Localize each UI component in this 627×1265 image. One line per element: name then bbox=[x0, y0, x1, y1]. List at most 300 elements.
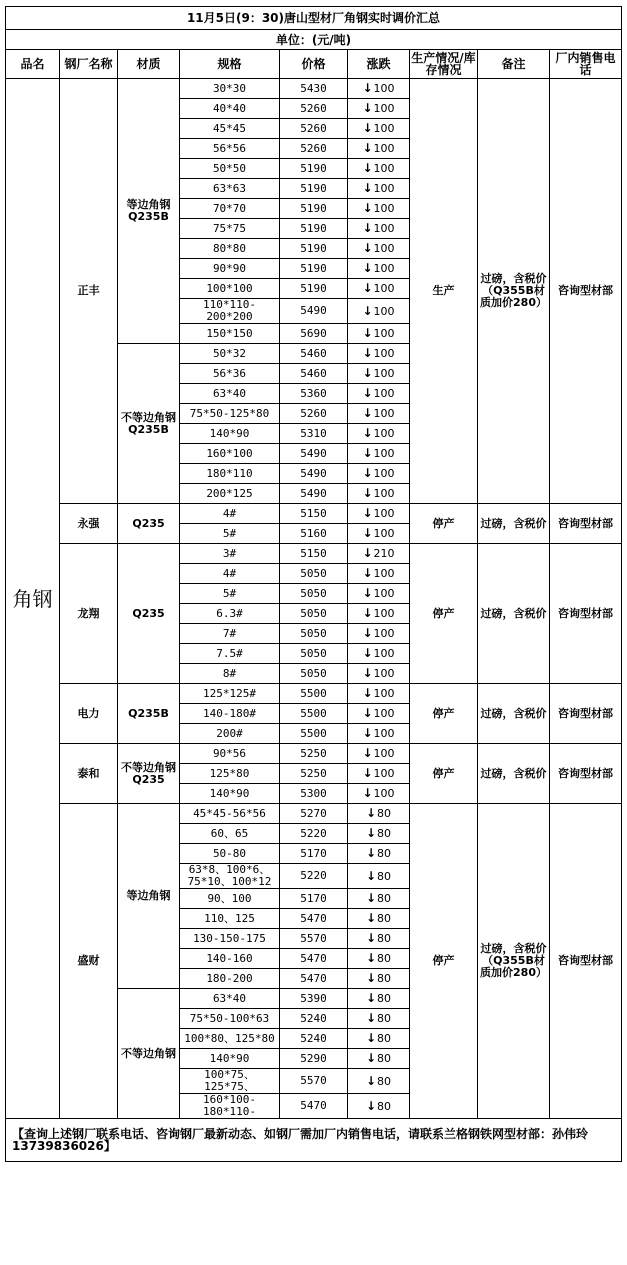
change-value: 100 bbox=[373, 222, 395, 235]
down-arrow-icon: ↓ bbox=[362, 526, 373, 540]
spec-cell: 56*36 bbox=[180, 364, 280, 384]
change-value: 80 bbox=[377, 952, 392, 965]
change-value: 80 bbox=[377, 869, 392, 883]
mill-name-cell: 正丰 bbox=[60, 79, 118, 504]
table-row bbox=[6, 79, 622, 99]
spec-cell: 110*110-200*200 bbox=[180, 299, 280, 324]
price-cell: 5050 bbox=[280, 564, 348, 584]
change-cell bbox=[348, 364, 410, 384]
change-cell bbox=[348, 604, 410, 624]
note-cell: 过磅，含税价 bbox=[478, 744, 550, 804]
change-cell bbox=[348, 544, 410, 564]
change-cell bbox=[348, 259, 410, 279]
change-value: 100 bbox=[373, 122, 395, 135]
change-cell bbox=[348, 1009, 410, 1029]
price-cell: 5690 bbox=[280, 324, 348, 344]
down-arrow-icon: ↓ bbox=[365, 891, 377, 905]
change-cell bbox=[348, 704, 410, 724]
price-cell: 5190 bbox=[280, 199, 348, 219]
price-cell: 5250 bbox=[280, 764, 348, 784]
down-arrow-icon: ↓ bbox=[362, 606, 373, 620]
change-cell bbox=[348, 239, 410, 259]
spec-cell: 7.5# bbox=[180, 644, 280, 664]
material-cell: 等边角钢Q235B bbox=[118, 79, 180, 344]
unit-label: 单位：(元/吨) bbox=[6, 30, 622, 50]
change-cell bbox=[348, 929, 410, 949]
down-arrow-icon: ↓ bbox=[362, 201, 373, 215]
header-mill: 钢厂名称 bbox=[60, 50, 118, 79]
status-cell: 停产 bbox=[410, 544, 478, 684]
spec-cell: 110、125 bbox=[180, 909, 280, 929]
spec-cell: 140*90 bbox=[180, 1049, 280, 1069]
change-value: 100 bbox=[373, 304, 395, 318]
spec-cell: 140*90 bbox=[180, 784, 280, 804]
material-cell: 不等边角钢 bbox=[118, 989, 180, 1119]
price-cell: 5570 bbox=[280, 1069, 348, 1094]
change-value: 80 bbox=[377, 1052, 392, 1065]
change-value: 100 bbox=[373, 387, 395, 400]
table-row bbox=[6, 684, 622, 704]
change-cell bbox=[348, 119, 410, 139]
status-cell: 停产 bbox=[410, 804, 478, 1119]
price-cell: 5220 bbox=[280, 864, 348, 889]
category-cell: 角钢 bbox=[6, 79, 60, 1119]
price-cell: 5150 bbox=[280, 544, 348, 564]
down-arrow-icon: ↓ bbox=[362, 281, 373, 295]
material-cell: 不等边角钢Q235B bbox=[118, 344, 180, 504]
change-cell bbox=[348, 889, 410, 909]
spec-cell: 100*75、125*75、 bbox=[180, 1069, 280, 1094]
down-arrow-icon: ↓ bbox=[365, 951, 377, 965]
price-cell: 5170 bbox=[280, 844, 348, 864]
spec-cell: 160*100-180*110- bbox=[180, 1094, 280, 1119]
change-value: 100 bbox=[373, 627, 395, 640]
price-cell: 5570 bbox=[280, 929, 348, 949]
spec-cell: 50*32 bbox=[180, 344, 280, 364]
spec-cell: 40*40 bbox=[180, 99, 280, 119]
down-arrow-icon: ↓ bbox=[365, 1098, 377, 1113]
spec-cell: 130-150-175 bbox=[180, 929, 280, 949]
down-arrow-icon: ↓ bbox=[362, 446, 373, 460]
change-value: 100 bbox=[373, 202, 395, 215]
price-cell: 5190 bbox=[280, 159, 348, 179]
price-cell: 5260 bbox=[280, 99, 348, 119]
spec-cell: 7# bbox=[180, 624, 280, 644]
status-cell: 停产 bbox=[410, 504, 478, 544]
change-value: 100 bbox=[373, 102, 395, 115]
spec-cell: 50*50 bbox=[180, 159, 280, 179]
change-cell bbox=[348, 764, 410, 784]
spec-cell: 70*70 bbox=[180, 199, 280, 219]
note-cell: 过磅，含税价 bbox=[478, 544, 550, 684]
status-cell: 停产 bbox=[410, 684, 478, 744]
change-cell bbox=[348, 624, 410, 644]
mill-name-cell: 泰和 bbox=[60, 744, 118, 804]
down-arrow-icon: ↓ bbox=[362, 546, 373, 560]
spec-cell: 50-80 bbox=[180, 844, 280, 864]
change-value: 100 bbox=[373, 427, 395, 440]
spec-cell: 140-180# bbox=[180, 704, 280, 724]
price-cell: 5470 bbox=[280, 949, 348, 969]
change-value: 80 bbox=[377, 807, 392, 820]
change-value: 100 bbox=[373, 727, 395, 740]
price-cell: 5250 bbox=[280, 744, 348, 764]
change-cell bbox=[348, 344, 410, 364]
down-arrow-icon: ↓ bbox=[362, 726, 373, 740]
spec-cell: 5# bbox=[180, 524, 280, 544]
down-arrow-icon: ↓ bbox=[362, 346, 373, 360]
spec-cell: 63*40 bbox=[180, 384, 280, 404]
price-cell: 5460 bbox=[280, 364, 348, 384]
price-cell: 5470 bbox=[280, 909, 348, 929]
spec-cell: 180-200 bbox=[180, 969, 280, 989]
price-cell: 5500 bbox=[280, 724, 348, 744]
down-arrow-icon: ↓ bbox=[362, 426, 373, 440]
price-cell: 5310 bbox=[280, 424, 348, 444]
change-value: 100 bbox=[373, 407, 395, 420]
change-value: 80 bbox=[377, 972, 392, 985]
spec-cell: 4# bbox=[180, 564, 280, 584]
down-arrow-icon: ↓ bbox=[362, 506, 373, 520]
change-cell bbox=[348, 384, 410, 404]
change-cell bbox=[348, 784, 410, 804]
change-value: 80 bbox=[377, 847, 392, 860]
price-cell: 5260 bbox=[280, 139, 348, 159]
mill-name-cell: 电力 bbox=[60, 684, 118, 744]
header-material: 材质 bbox=[118, 50, 180, 79]
change-value: 100 bbox=[373, 667, 395, 680]
change-value: 100 bbox=[373, 367, 395, 380]
note-cell: 过磅，含税价（Q355B材质加价280） bbox=[478, 804, 550, 1119]
price-cell: 5050 bbox=[280, 604, 348, 624]
change-value: 80 bbox=[377, 1074, 392, 1088]
change-cell bbox=[348, 724, 410, 744]
mill-name-cell: 永强 bbox=[60, 504, 118, 544]
table-row bbox=[6, 744, 622, 764]
down-arrow-icon: ↓ bbox=[362, 406, 373, 420]
spec-cell: 100*80、125*80 bbox=[180, 1029, 280, 1049]
spec-cell: 75*50-125*80 bbox=[180, 404, 280, 424]
price-cell: 5300 bbox=[280, 784, 348, 804]
down-arrow-icon: ↓ bbox=[362, 161, 373, 175]
price-cell: 5490 bbox=[280, 444, 348, 464]
down-arrow-icon: ↓ bbox=[362, 646, 373, 660]
spec-cell: 63*63 bbox=[180, 179, 280, 199]
spec-cell: 140*90 bbox=[180, 424, 280, 444]
change-value: 80 bbox=[377, 932, 392, 945]
change-cell bbox=[348, 969, 410, 989]
price-cell: 5050 bbox=[280, 624, 348, 644]
change-cell bbox=[348, 824, 410, 844]
down-arrow-icon: ↓ bbox=[365, 1031, 377, 1045]
down-arrow-icon: ↓ bbox=[365, 846, 377, 860]
phone-cell: 咨询型材部 bbox=[550, 684, 622, 744]
change-cell bbox=[348, 1029, 410, 1049]
change-value: 100 bbox=[373, 142, 395, 155]
change-cell bbox=[348, 139, 410, 159]
header-change: 涨跌 bbox=[348, 50, 410, 79]
change-value: 80 bbox=[377, 1099, 392, 1113]
change-value: 100 bbox=[373, 182, 395, 195]
change-value: 100 bbox=[373, 527, 395, 540]
change-cell bbox=[348, 804, 410, 824]
price-cell: 5500 bbox=[280, 684, 348, 704]
change-cell bbox=[348, 444, 410, 464]
spec-cell: 56*56 bbox=[180, 139, 280, 159]
phone-cell: 咨询型材部 bbox=[550, 744, 622, 804]
spec-cell: 4# bbox=[180, 504, 280, 524]
change-cell bbox=[348, 744, 410, 764]
header-phone: 厂内销售电话 bbox=[550, 50, 622, 79]
change-value: 80 bbox=[377, 1032, 392, 1045]
change-value: 100 bbox=[373, 687, 395, 700]
down-arrow-icon: ↓ bbox=[365, 806, 377, 820]
down-arrow-icon: ↓ bbox=[362, 261, 373, 275]
change-cell bbox=[348, 79, 410, 99]
down-arrow-icon: ↓ bbox=[362, 386, 373, 400]
spec-cell: 45*45 bbox=[180, 119, 280, 139]
note-cell: 过磅，含税价 bbox=[478, 504, 550, 544]
change-cell bbox=[348, 564, 410, 584]
note-cell: 过磅，含税价（Q355B材质加价280） bbox=[478, 79, 550, 504]
note-cell: 过磅，含税价 bbox=[478, 684, 550, 744]
spec-cell: 60、65 bbox=[180, 824, 280, 844]
spec-cell: 140-160 bbox=[180, 949, 280, 969]
down-arrow-icon: ↓ bbox=[362, 666, 373, 680]
down-arrow-icon: ↓ bbox=[362, 766, 373, 780]
price-cell: 5050 bbox=[280, 664, 348, 684]
price-cell: 5260 bbox=[280, 119, 348, 139]
change-value: 100 bbox=[373, 242, 395, 255]
change-value: 100 bbox=[373, 647, 395, 660]
price-cell: 5490 bbox=[280, 484, 348, 504]
down-arrow-icon: ↓ bbox=[365, 991, 377, 1005]
down-arrow-icon: ↓ bbox=[362, 786, 373, 800]
spec-cell: 150*150 bbox=[180, 324, 280, 344]
change-value: 80 bbox=[377, 912, 392, 925]
down-arrow-icon: ↓ bbox=[362, 366, 373, 380]
change-value: 100 bbox=[373, 607, 395, 620]
spec-cell: 6.3# bbox=[180, 604, 280, 624]
change-cell bbox=[348, 1094, 410, 1119]
down-arrow-icon: ↓ bbox=[362, 686, 373, 700]
price-cell: 5220 bbox=[280, 824, 348, 844]
down-arrow-icon: ↓ bbox=[362, 121, 373, 135]
change-cell bbox=[348, 1049, 410, 1069]
spec-cell: 75*75 bbox=[180, 219, 280, 239]
change-value: 100 bbox=[373, 82, 395, 95]
down-arrow-icon: ↓ bbox=[362, 706, 373, 720]
change-cell bbox=[348, 404, 410, 424]
down-arrow-icon: ↓ bbox=[362, 586, 373, 600]
down-arrow-icon: ↓ bbox=[362, 326, 373, 340]
header-spec: 规格 bbox=[180, 50, 280, 79]
down-arrow-icon: ↓ bbox=[365, 931, 377, 945]
spec-cell: 125*125# bbox=[180, 684, 280, 704]
price-cell: 5050 bbox=[280, 584, 348, 604]
price-cell: 5500 bbox=[280, 704, 348, 724]
down-arrow-icon: ↓ bbox=[362, 81, 373, 95]
change-value: 80 bbox=[377, 1012, 392, 1025]
header-row bbox=[6, 50, 622, 79]
spec-cell: 90*90 bbox=[180, 259, 280, 279]
material-cell: Q235 bbox=[118, 504, 180, 544]
change-value: 100 bbox=[373, 487, 395, 500]
change-cell bbox=[348, 524, 410, 544]
change-cell bbox=[348, 484, 410, 504]
change-value: 100 bbox=[373, 282, 395, 295]
price-cell: 5460 bbox=[280, 344, 348, 364]
material-cell: 不等边角钢Q235 bbox=[118, 744, 180, 804]
table-row bbox=[6, 544, 622, 564]
change-value: 80 bbox=[377, 892, 392, 905]
price-cell: 5270 bbox=[280, 804, 348, 824]
spec-cell: 80*80 bbox=[180, 239, 280, 259]
down-arrow-icon: ↓ bbox=[365, 1051, 377, 1065]
change-cell bbox=[348, 989, 410, 1009]
change-cell bbox=[348, 324, 410, 344]
spec-cell: 63*40 bbox=[180, 989, 280, 1009]
change-value: 210 bbox=[373, 547, 395, 560]
price-cell: 5470 bbox=[280, 1094, 348, 1119]
down-arrow-icon: ↓ bbox=[362, 221, 373, 235]
spec-cell: 100*100 bbox=[180, 279, 280, 299]
price-cell: 5190 bbox=[280, 279, 348, 299]
spec-cell: 75*50-100*63 bbox=[180, 1009, 280, 1029]
change-cell bbox=[348, 99, 410, 119]
change-cell bbox=[348, 424, 410, 444]
price-cell: 5190 bbox=[280, 259, 348, 279]
down-arrow-icon: ↓ bbox=[362, 303, 373, 318]
price-cell: 5490 bbox=[280, 464, 348, 484]
status-cell: 生产 bbox=[410, 79, 478, 504]
down-arrow-icon: ↓ bbox=[365, 868, 377, 883]
spec-cell: 8# bbox=[180, 664, 280, 684]
spec-cell: 200# bbox=[180, 724, 280, 744]
phone-cell: 咨询型材部 bbox=[550, 79, 622, 504]
change-cell bbox=[348, 949, 410, 969]
price-cell: 5190 bbox=[280, 239, 348, 259]
down-arrow-icon: ↓ bbox=[362, 486, 373, 500]
mill-name-cell: 龙翔 bbox=[60, 544, 118, 684]
change-value: 100 bbox=[373, 787, 395, 800]
spec-cell: 180*110 bbox=[180, 464, 280, 484]
change-cell bbox=[348, 664, 410, 684]
change-value: 100 bbox=[373, 707, 395, 720]
spec-cell: 5# bbox=[180, 584, 280, 604]
change-value: 100 bbox=[373, 747, 395, 760]
change-cell bbox=[348, 909, 410, 929]
spec-cell: 125*80 bbox=[180, 764, 280, 784]
header-status: 生产情况/库存情况 bbox=[411, 51, 476, 77]
phone-cell: 咨询型材部 bbox=[550, 504, 622, 544]
mill-name-cell: 盛财 bbox=[60, 804, 118, 1119]
down-arrow-icon: ↓ bbox=[365, 911, 377, 925]
down-arrow-icon: ↓ bbox=[362, 466, 373, 480]
price-cell: 5160 bbox=[280, 524, 348, 544]
table-body bbox=[6, 79, 622, 1119]
change-value: 100 bbox=[373, 327, 395, 340]
price-cell: 5260 bbox=[280, 404, 348, 424]
down-arrow-icon: ↓ bbox=[362, 101, 373, 115]
change-value: 100 bbox=[373, 767, 395, 780]
change-cell bbox=[348, 504, 410, 524]
down-arrow-icon: ↓ bbox=[362, 626, 373, 640]
material-cell: 等边角钢 bbox=[118, 804, 180, 989]
change-value: 100 bbox=[373, 507, 395, 520]
price-table bbox=[5, 6, 622, 1162]
change-value: 100 bbox=[373, 262, 395, 275]
phone-cell: 咨询型材部 bbox=[550, 544, 622, 684]
change-cell bbox=[348, 464, 410, 484]
price-cell: 5240 bbox=[280, 1009, 348, 1029]
status-cell: 停产 bbox=[410, 744, 478, 804]
spec-cell: 200*125 bbox=[180, 484, 280, 504]
contact-footer: 【查询上述钢厂联系电话、咨询钢厂最新动态、如钢厂需加厂内销售电话，请联系兰格钢铁网型材部：孙伟玲13739836026】 bbox=[6, 1119, 622, 1162]
change-cell bbox=[348, 844, 410, 864]
price-cell: 5150 bbox=[280, 504, 348, 524]
header-note: 备注 bbox=[478, 50, 550, 79]
price-cell: 5170 bbox=[280, 889, 348, 909]
phone-cell: 咨询型材部 bbox=[550, 804, 622, 1119]
change-value: 100 bbox=[373, 447, 395, 460]
change-value: 100 bbox=[373, 467, 395, 480]
change-value: 80 bbox=[377, 827, 392, 840]
change-cell bbox=[348, 199, 410, 219]
change-cell bbox=[348, 299, 410, 324]
price-cell: 5050 bbox=[280, 644, 348, 664]
down-arrow-icon: ↓ bbox=[365, 1073, 377, 1088]
price-cell: 5190 bbox=[280, 219, 348, 239]
material-cell: Q235 bbox=[118, 544, 180, 684]
change-value: 80 bbox=[377, 992, 392, 1005]
spec-cell: 160*100 bbox=[180, 444, 280, 464]
change-cell bbox=[348, 644, 410, 664]
change-cell bbox=[348, 279, 410, 299]
change-cell bbox=[348, 159, 410, 179]
down-arrow-icon: ↓ bbox=[365, 1011, 377, 1025]
change-cell bbox=[348, 179, 410, 199]
down-arrow-icon: ↓ bbox=[362, 746, 373, 760]
header-price: 价格 bbox=[280, 50, 348, 79]
price-cell: 5490 bbox=[280, 299, 348, 324]
change-cell bbox=[348, 1069, 410, 1094]
price-cell: 5290 bbox=[280, 1049, 348, 1069]
spec-cell: 45*45-56*56 bbox=[180, 804, 280, 824]
price-cell: 5470 bbox=[280, 969, 348, 989]
price-cell: 5240 bbox=[280, 1029, 348, 1049]
down-arrow-icon: ↓ bbox=[362, 241, 373, 255]
change-value: 100 bbox=[373, 162, 395, 175]
material-cell: Q235B bbox=[118, 684, 180, 744]
price-cell: 5190 bbox=[280, 179, 348, 199]
down-arrow-icon: ↓ bbox=[362, 566, 373, 580]
price-cell: 5360 bbox=[280, 384, 348, 404]
change-value: 100 bbox=[373, 587, 395, 600]
down-arrow-icon: ↓ bbox=[365, 826, 377, 840]
change-value: 100 bbox=[373, 567, 395, 580]
change-cell bbox=[348, 864, 410, 889]
change-cell bbox=[348, 219, 410, 239]
down-arrow-icon: ↓ bbox=[362, 181, 373, 195]
spec-cell: 63*8、100*6、75*10、100*12 bbox=[180, 864, 280, 889]
price-cell: 5390 bbox=[280, 989, 348, 1009]
price-cell: 5430 bbox=[280, 79, 348, 99]
change-cell bbox=[348, 584, 410, 604]
header-product: 品名 bbox=[6, 50, 60, 79]
change-value: 100 bbox=[373, 347, 395, 360]
table-row bbox=[6, 504, 622, 524]
